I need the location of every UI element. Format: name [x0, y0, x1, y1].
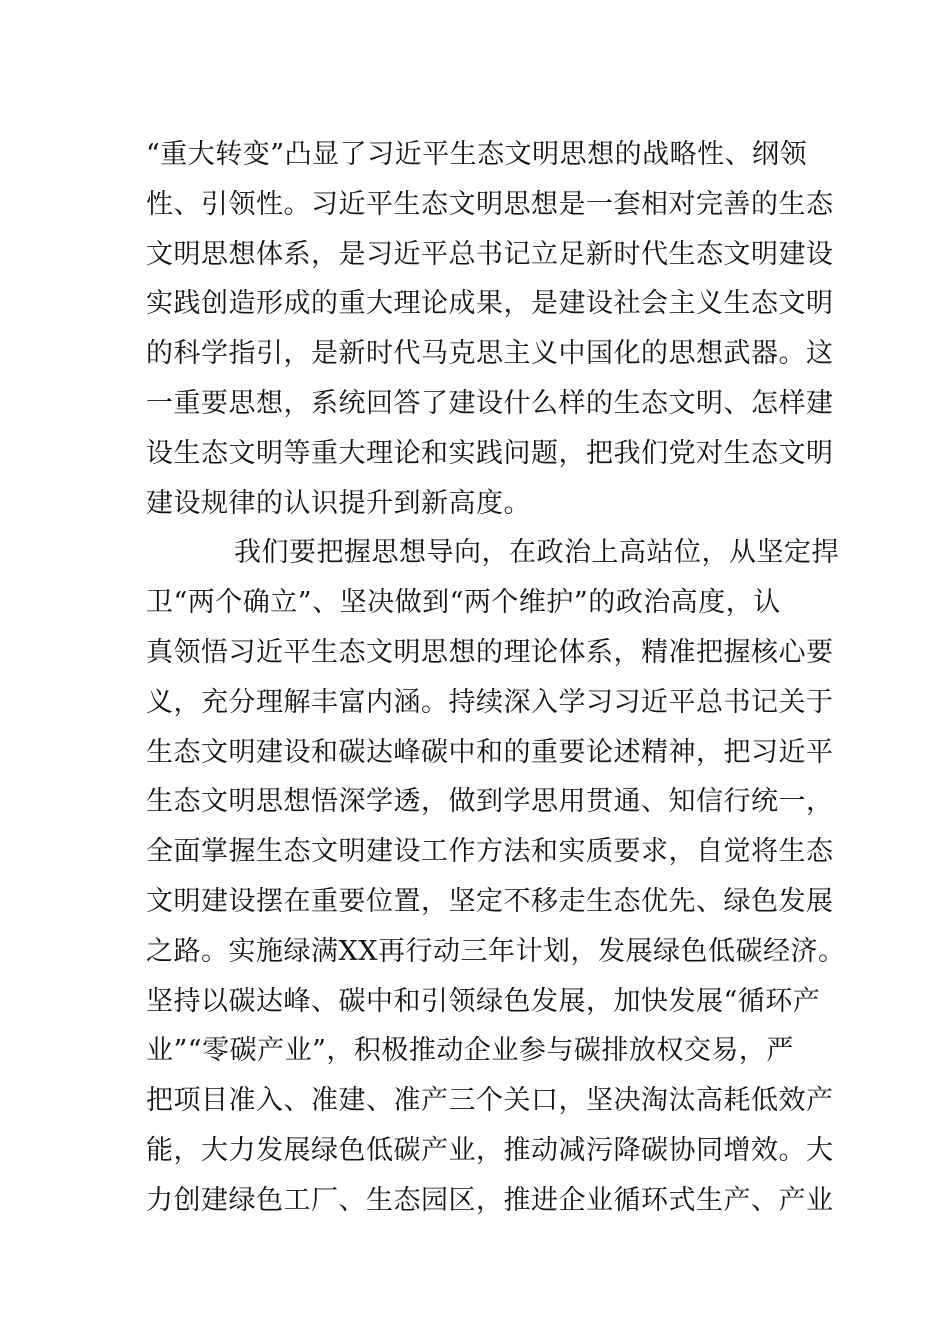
text-line: 坚持以碳达峰、碳中和引领绿色发展，加快发展“循环产	[146, 985, 821, 1017]
text-line: 文明建设摆在重要位置，坚定不移走生态优先、绿色发展	[146, 885, 834, 917]
body-text	[146, 130, 846, 1226]
text-line: 文明思想体系，是习近平总书记立足新时代生态文明建设	[146, 238, 834, 270]
text-line: 之路。实施绿满XX再行动三年计划，发展绿色低碳经济。	[146, 935, 846, 967]
text-line: 生态文明建设和碳达峰碳中和的重要论述精神，把习近平	[146, 736, 834, 768]
text-line: 业”“零碳产业”，积极推动企业参与碳排放权交易，严	[146, 1035, 794, 1067]
text-line: 性、引领性。习近平生态文明思想是一套相对完善的生态	[146, 188, 834, 220]
text-line-first-indented: 我们要把握思想导向，在政治上高站位，从坚定捍	[234, 537, 839, 569]
text-line: 实践创造形成的重大理论成果，是建设社会主义生态文明	[146, 288, 834, 320]
text-line: 生态文明思想悟深学透，做到学思用贯通、知信行统一，	[146, 786, 834, 818]
text-line: 把项目准入、准建、准产三个关口，坚决淘汰高耗低效产	[146, 1085, 834, 1117]
text-line: 真领悟习近平生态文明思想的理论体系，精准把握核心要	[146, 636, 834, 668]
text-line: 力创建绿色工厂、生态园区，推进企业循环式生产、产业	[146, 1184, 834, 1216]
text-line: 的科学指引，是新时代马克思主义中国化的思想武器。这	[146, 338, 834, 370]
text-line: 全面掌握生态文明建设工作方法和实质要求，自觉将生态	[146, 836, 834, 868]
text-line: 能，大力发展绿色低碳产业，推动减污降碳协同增效。大	[146, 1134, 834, 1166]
text-line: “重大转变”凸显了习近平生态文明思想的战略性、纲领	[146, 139, 808, 170]
paragraph-2	[146, 528, 846, 1225]
text-line: 卫“两个确立”、坚决做到“两个维护”的政治高度，认	[146, 587, 781, 619]
text-line: 一重要思想，系统回答了建设什么样的生态文明、怎样建	[146, 387, 834, 419]
text-line: 义，充分理解丰富内涵。持续深入学习习近平总书记关于	[146, 686, 834, 718]
text-line: 建设规律的认识提升到新高度。	[146, 487, 531, 519]
text-line: 设生态文明等重大理论和实践问题，把我们党对生态文明	[146, 437, 834, 469]
paragraph-1	[146, 130, 834, 528]
